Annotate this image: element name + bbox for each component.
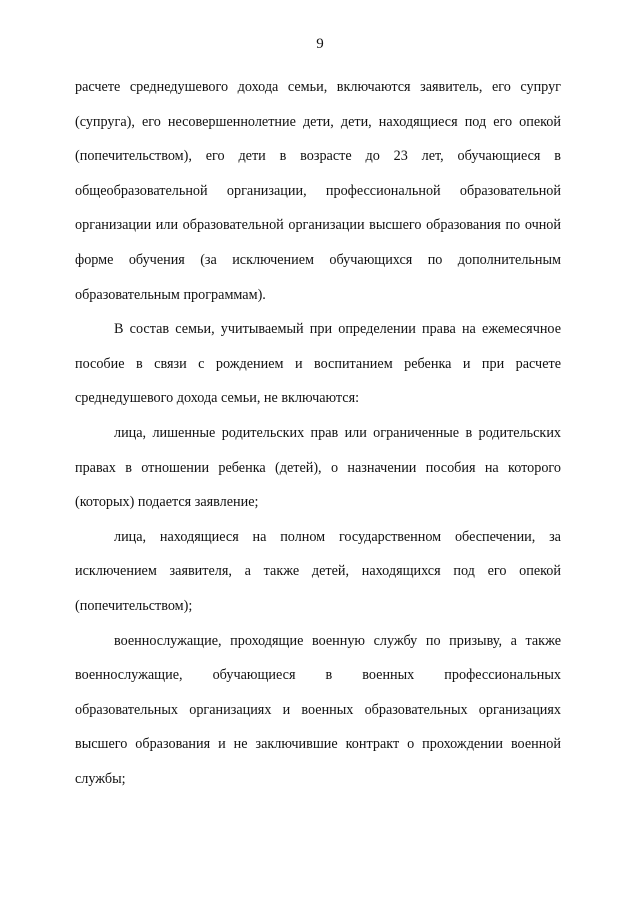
page-number: 9 [316, 36, 324, 52]
paragraph-state-support: лица, находящиеся на полном государственном обеспечении, за исключением заявителя, а также детей, находящихся под его опекой (попечительством); [75, 528, 561, 614]
paragraph-continuation: расчете среднедушевого дохода семьи, включаются заявитель, его супруг (супруга), его несовершеннолетние дети, дети, находящиеся под его опекой (попечительством), его дети в возрасте до 23 лет, обучающиеся в общеобразовательной организации, профессиональной образовательной организации или образовательной организации высшего образования по очной форме обучения (за исключением обучающихся по дополнительным образовательным программам). [75, 79, 561, 303]
paragraph-military-service: военнослужащие, проходящие военную службу по призыву, а также военнослужащие, обучающиеся в военных профессиональных образовательных организациях и военных образовательных организациях высшего образования и не заключившие контракт о прохождении военной службы; [75, 632, 561, 787]
paragraph-family-exclusions-intro: В состав семьи, учитываемый при определении права на ежемесячное пособие в связи с рождением и воспитанием ребенка и при расчете среднедушевого дохода семьи, не включаются: [75, 321, 561, 407]
paragraph-parental-rights: лица, лишенные родительских прав или ограниченные в родительских правах в отношении ребенка (детей), о назначении пособия на которого (которых) подается заявление; [75, 424, 561, 511]
document-body [75, 70, 561, 796]
